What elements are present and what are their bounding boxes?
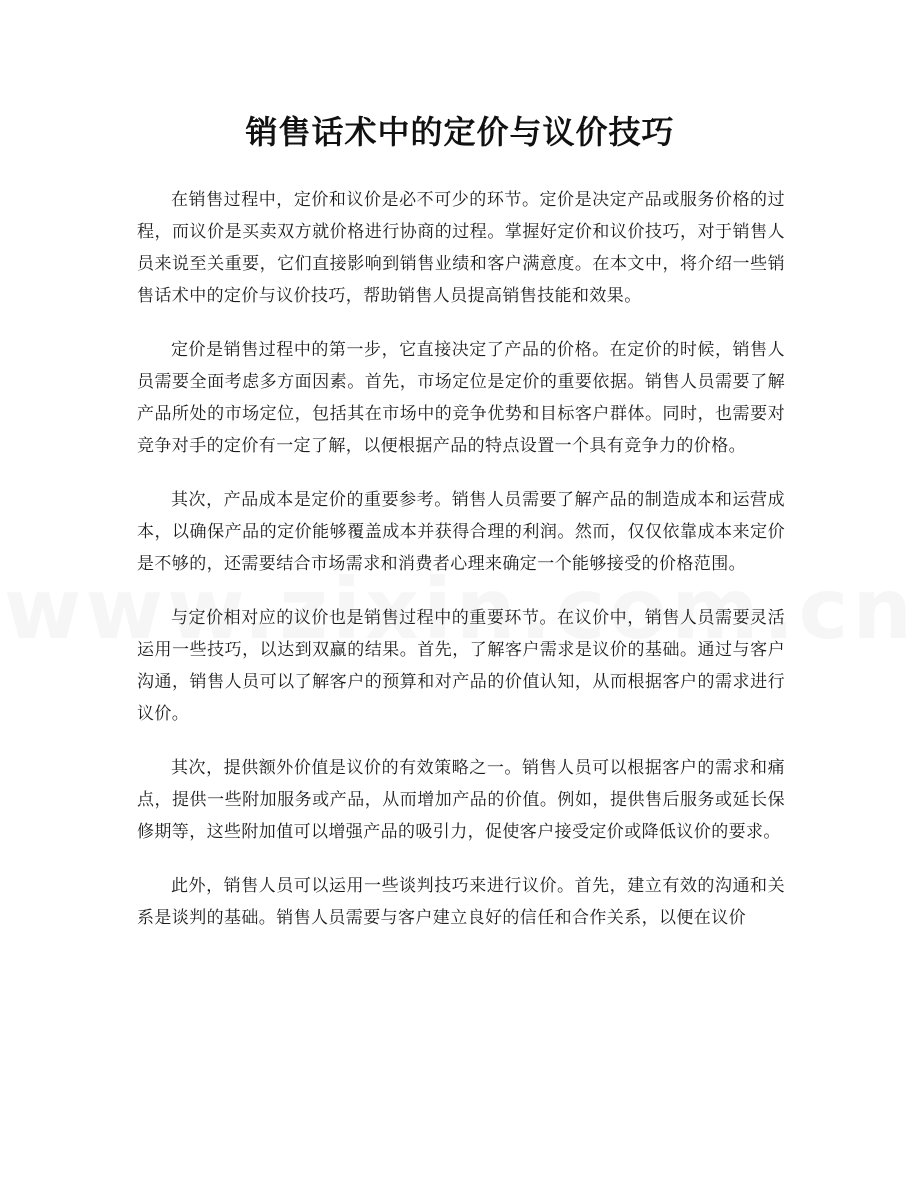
paragraph-5: 其次，提供额外价值是议价的有效策略之一。销售人员可以根据客户的需求和痛点，提供一些附加服务或产品，从而增加产品的价值。例如，提供售后服务或延长保修期等，这些附加值可以增强产品的吸引力，促使客户接受定价或降低议价的要求。	[137, 758, 785, 842]
document-body	[137, 184, 785, 956]
paragraph-2: 定价是销售过程中的第一步，它直接决定了产品的价格。在定价的时候，销售人员需要全面考虑多方面因素。首先，市场定位是定价的重要依据。销售人员需要了解产品所处的市场定位，包括其在市场中的竞争优势和目标客户群体。同时，也需要对竞争对手的定价有一定了解，以便根据产品的特点设置一个具有竞争力的价格。	[137, 340, 785, 456]
paragraph-6: 此外，销售人员可以运用一些谈判技巧来进行议价。首先，建立有效的沟通和关系是谈判的基础。销售人员需要与客户建立良好的信任和合作关系，以便在议价	[137, 876, 785, 928]
paragraph-3: 其次，产品成本是定价的重要参考。销售人员需要了解产品的制造成本和运营成本，以确保产品的定价能够覆盖成本并获得合理的利润。然而，仅仅依靠成本来定价是不够的，还需要结合市场需求和消费者心理来确定一个能够接受的价格范围。	[137, 490, 785, 574]
document-title: 销售话术中的定价与议价技巧	[245, 113, 675, 151]
paragraph-4: 与定价相对应的议价也是销售过程中的重要环节。在议价中，销售人员需要灵活运用一些技巧，以达到双赢的结果。首先，了解客户需求是议价的基础。通过与客户沟通，销售人员可以了解客户的预算和对产品的价值认知，从而根据客户的需求进行议价。	[137, 608, 785, 724]
paragraph-1: 在销售过程中，定价和议价是必不可少的环节。定价是决定产品或服务价格的过程，而议价是买卖双方就价格进行协商的过程。掌握好定价和议价技巧，对于销售人员来说至关重要，它们直接影响到销售业绩和客户满意度。在本文中，将介绍一些销售话术中的定价与议价技巧，帮助销售人员提高销售技能和效果。	[137, 190, 785, 306]
